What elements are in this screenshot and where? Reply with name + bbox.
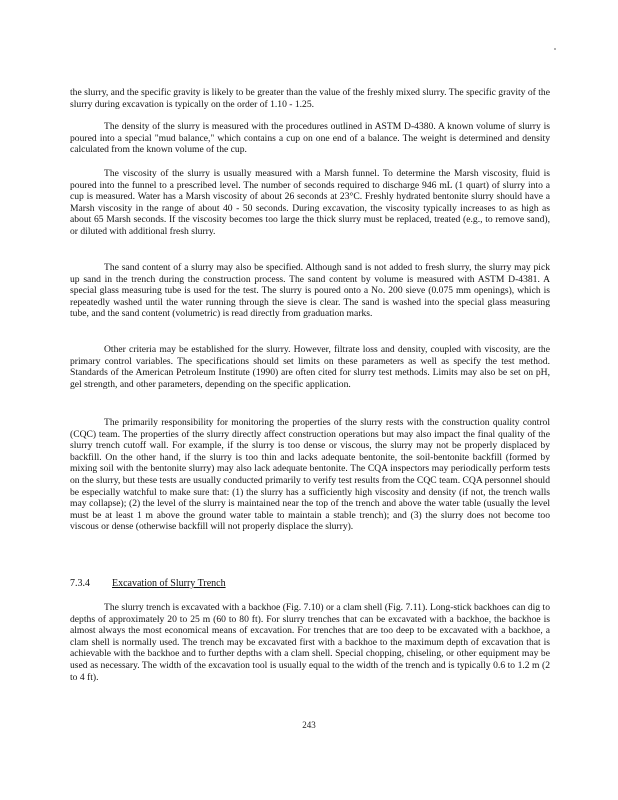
paragraph-specific-gravity-continued [70,87,550,110]
paragraph-text: The density of the slurry is measured with the procedures outlined in ASTM D-4380. A known volume of slurry is poured into a special "mud balance," which contains a cup on one end of a balance. The weight is determined and density calculated from the known volume of the cup. [70,121,550,156]
paragraph-monitoring-responsibility [70,417,550,533]
paragraph-density [70,121,550,156]
section-heading [70,578,226,590]
paragraph-other-criteria [70,344,550,390]
paragraph-text: The primarily responsibility for monitoring the properties of the slurry rests with the construction quality control (CQC) team. The properties of the slurry directly affect construction operations but may also impact the final quality of the slurry trench cutoff wall. For example, if the slurry is too dense or viscous, the slurry may not be properly displaced by backfill. On the other hand, if the slurry is too thin and lacks adequate bentonite, the soil-bentonite backfill (formed by mixing soil with the bentonite slurry) may also lack adequate bentonite. The CQA inspectors may periodically perform tests on the slurry, but these tests are usually conducted primarily to verify test results from the CQC team. CQA personnel should be especially watchful to make sure that: (1) the slurry has a sufficiently high viscosity and density (if not, the trench walls may collapse); (2) the level of the slurry is maintained near the top of the trench and above the water table (usually the level must be at least 1 m above the ground water table to maintain a stable trench); and (3) the slurry does not become too viscous or dense (otherwise backfill will not properly displace the slurry). [70,417,550,533]
paragraph-text: The sand content of a slurry may also be specified. Although sand is not added to fresh slurry, the slurry may pick up sand in the trench during the construction process. The sand content by volume is measured with ASTM D-4381. A special glass measuring tube is used for the test. The slurry is poured onto a No. 200 sieve (0.075 mm openings), which is repeatedly washed until the water running through the sieve is clear. The sand is washed into the special glass measuring tube, and the sand content (volumetric) is read directly from graduation marks. [70,262,550,320]
paragraph-text: Other criteria may be established for the slurry. However, filtrate loss and density, coupled with viscosity, are the primary control variables. The specifications should set limits on these parameters as well as specify the test method. Standards of the American Petroleum Institute (1990) are often cited for slurry test methods. Limits may also be set on pH, gel strength, and other parameters, depending on the specific application. [70,344,550,390]
page-number: 243 [302,720,316,730]
paragraph-text: the slurry, and the specific gravity is likely to be greater than the value of the freshly mixed slurry. The specific gravity of the slurry during excavation is typically on the order of 1.10 - 1.25. [70,87,550,110]
paragraph-trench-excavation [70,602,550,683]
paragraph-viscosity [70,168,550,238]
paragraph-text: The slurry trench is excavated with a backhoe (Fig. 7.10) or a clam shell (Fig. 7.11). Long-stick backhoes can dig to depths of approximately 20 to 25 m (60 to 80 ft). For slurry trenches that can be excavated with a backhoe, the backhoe is almost always the most economical means of excavation. For trenches that are too deep to be excavated with a backhoe, a clam shell is normally used. The trench may be excavated first with a backhoe to the maximum depth of excavation that is achievable with the backhoe and to further depths with a clam shell. Special chopping, chiseling, or other equipment may be used as necessary. The width of the excavation tool is usually equal to the width of the trench and is typically 0.6 to 1.2 m (2 to 4 ft). [70,602,550,683]
paragraph-sand-content [70,262,550,320]
paragraph-text: The viscosity of the slurry is usually measured with a Marsh funnel. To determine the Marsh viscosity, fluid is poured into the funnel to a prescribed level. The number of seconds required to discharge 946 mL (1 quart) of slurry into a cup is measured. Water has a Marsh viscosity of about 26 seconds at 23°C. Freshly hydrated bentonite slurry should have a Marsh viscosity in the range of about 40 - 50 seconds. During excavation, the viscosity typically increases to as high as about 65 Marsh seconds. If the viscosity becomes too large the thick slurry must be replaced, treated (e.g., to remove sand), or diluted with additional fresh slurry. [70,168,550,237]
section-title: Excavation of Slurry Trench [112,578,226,589]
section-number: 7.3.4 [70,578,90,589]
scan-speck [554,48,556,50]
